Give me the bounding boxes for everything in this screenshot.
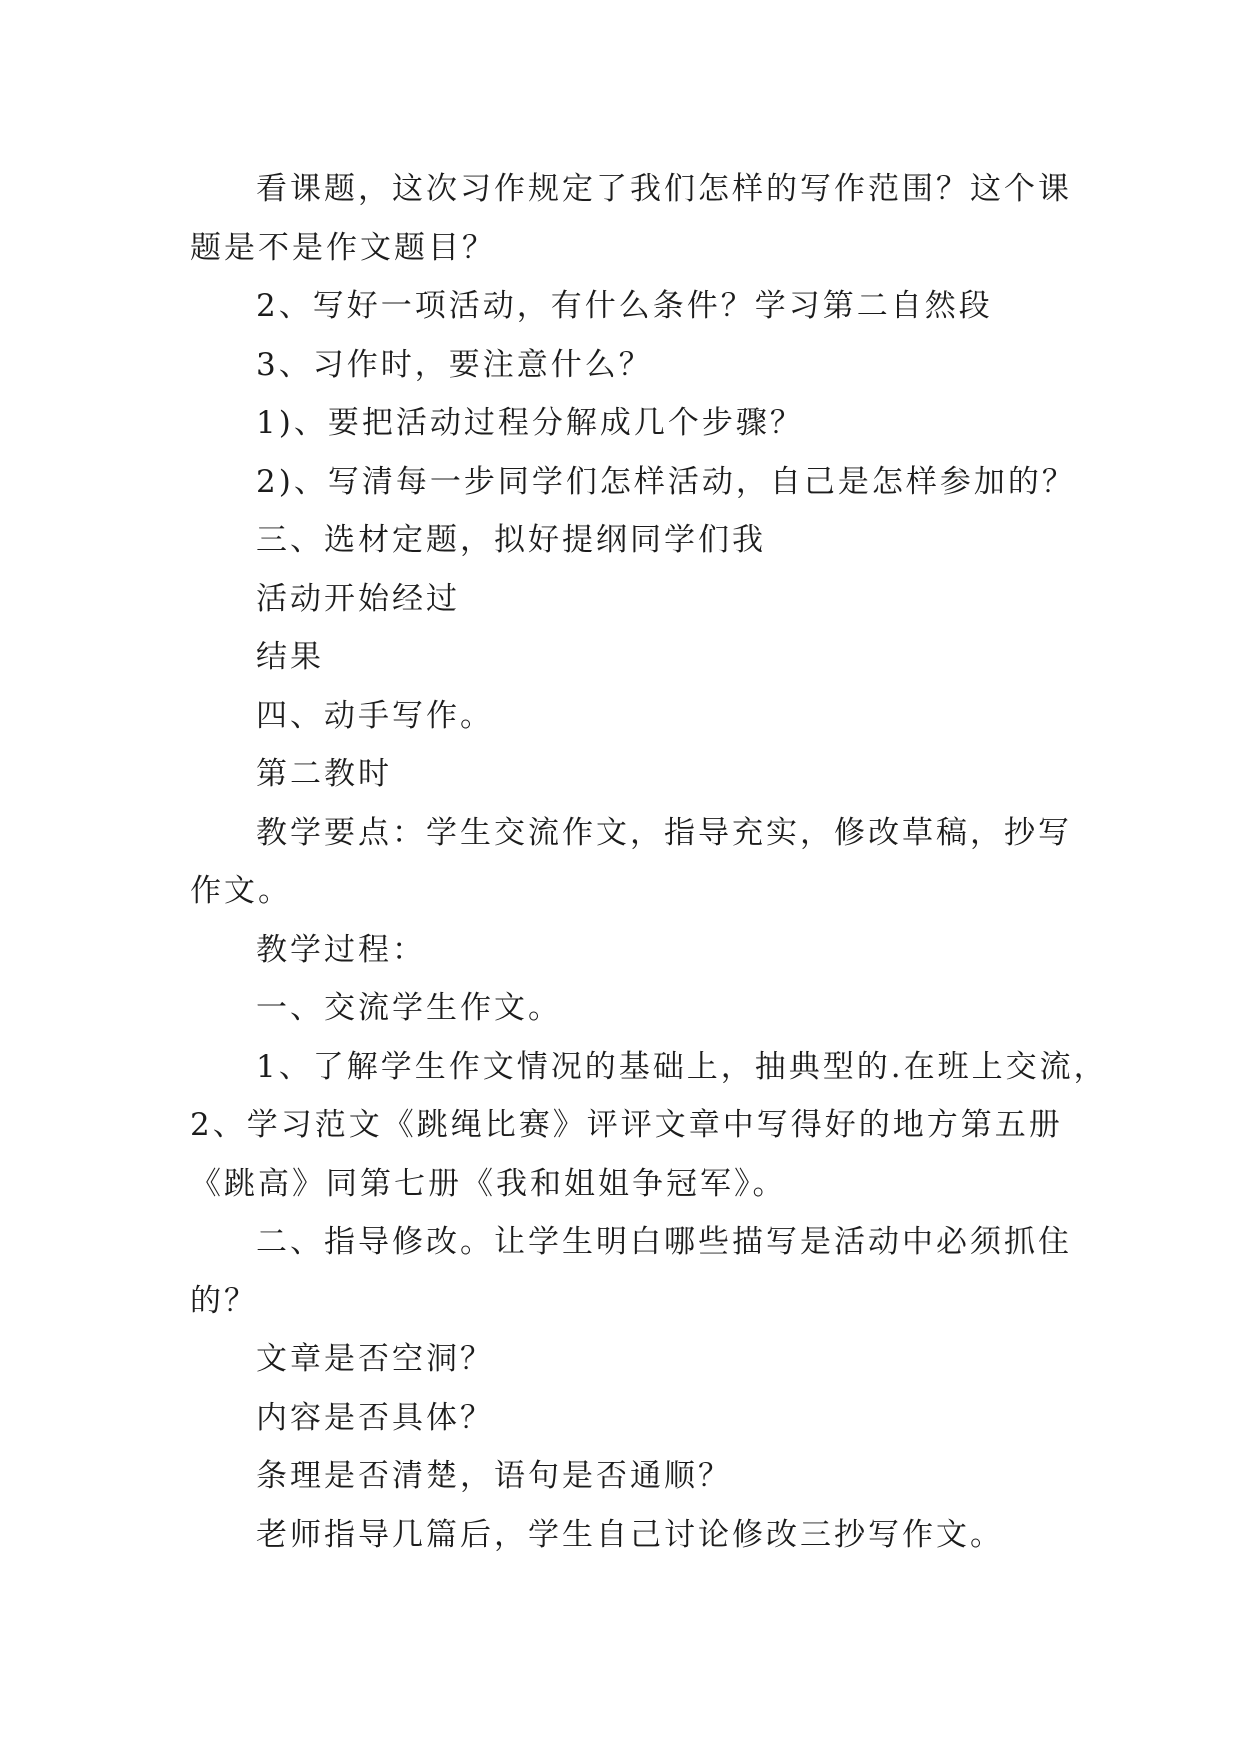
text-line: 《跳高》同第七册《我和姐姐争冠军》。: [190, 1165, 787, 1202]
text-line: 1)、要把活动过程分解成几个步骤？: [256, 405, 804, 441]
text-line: 1、了解学生作文情况的基础上，抽典型的.在班上交流，: [256, 1048, 1108, 1085]
text-line: 文章是否空洞？: [256, 1341, 494, 1377]
text-line: 条理是否清楚，语句是否通顺？: [256, 1458, 732, 1494]
text-line: 题是不是作文题目？: [190, 229, 496, 266]
text-line: 结果: [256, 639, 324, 675]
text-line: 四、动手写作。: [256, 697, 494, 734]
text-line: 内容是否具体？: [256, 1399, 494, 1436]
text-line: 教学要点：学生交流作文，指导充实，修改草稿，抄写: [256, 814, 1072, 851]
text-line: 看课题，这次习作规定了我们怎样的写作范围？这个课: [256, 171, 1072, 207]
text-line: 一、交流学生作文。: [256, 990, 562, 1026]
text-line: 3、习作时，要注意什么？: [256, 346, 653, 383]
text-line: 三、选材定题，拟好提纲同学们我: [256, 522, 766, 558]
text-line: 老师指导几篇后，学生自己讨论修改三抄写作文。: [256, 1516, 1004, 1553]
text-line: 教学过程：: [256, 931, 426, 968]
text-line: 第二教时: [256, 756, 392, 792]
text-line: 2、学习范文《跳绳比赛》评评文章中写得好的地方第五册: [190, 1107, 1063, 1143]
text-line: 2)、写清每一步同学们怎样活动，自己是怎样参加的？: [256, 463, 1076, 500]
text-line: 二、指导修改。让学生明白哪些描写是活动中必须抓住: [256, 1224, 1072, 1260]
text-line: 活动开始经过: [256, 580, 460, 617]
text-line: 作文。: [190, 873, 292, 909]
text-line: 2、写好一项活动，有什么条件？学习第二自然段: [256, 288, 993, 324]
text-line: 的？: [190, 1282, 258, 1319]
document-body: [190, 160, 1108, 1564]
